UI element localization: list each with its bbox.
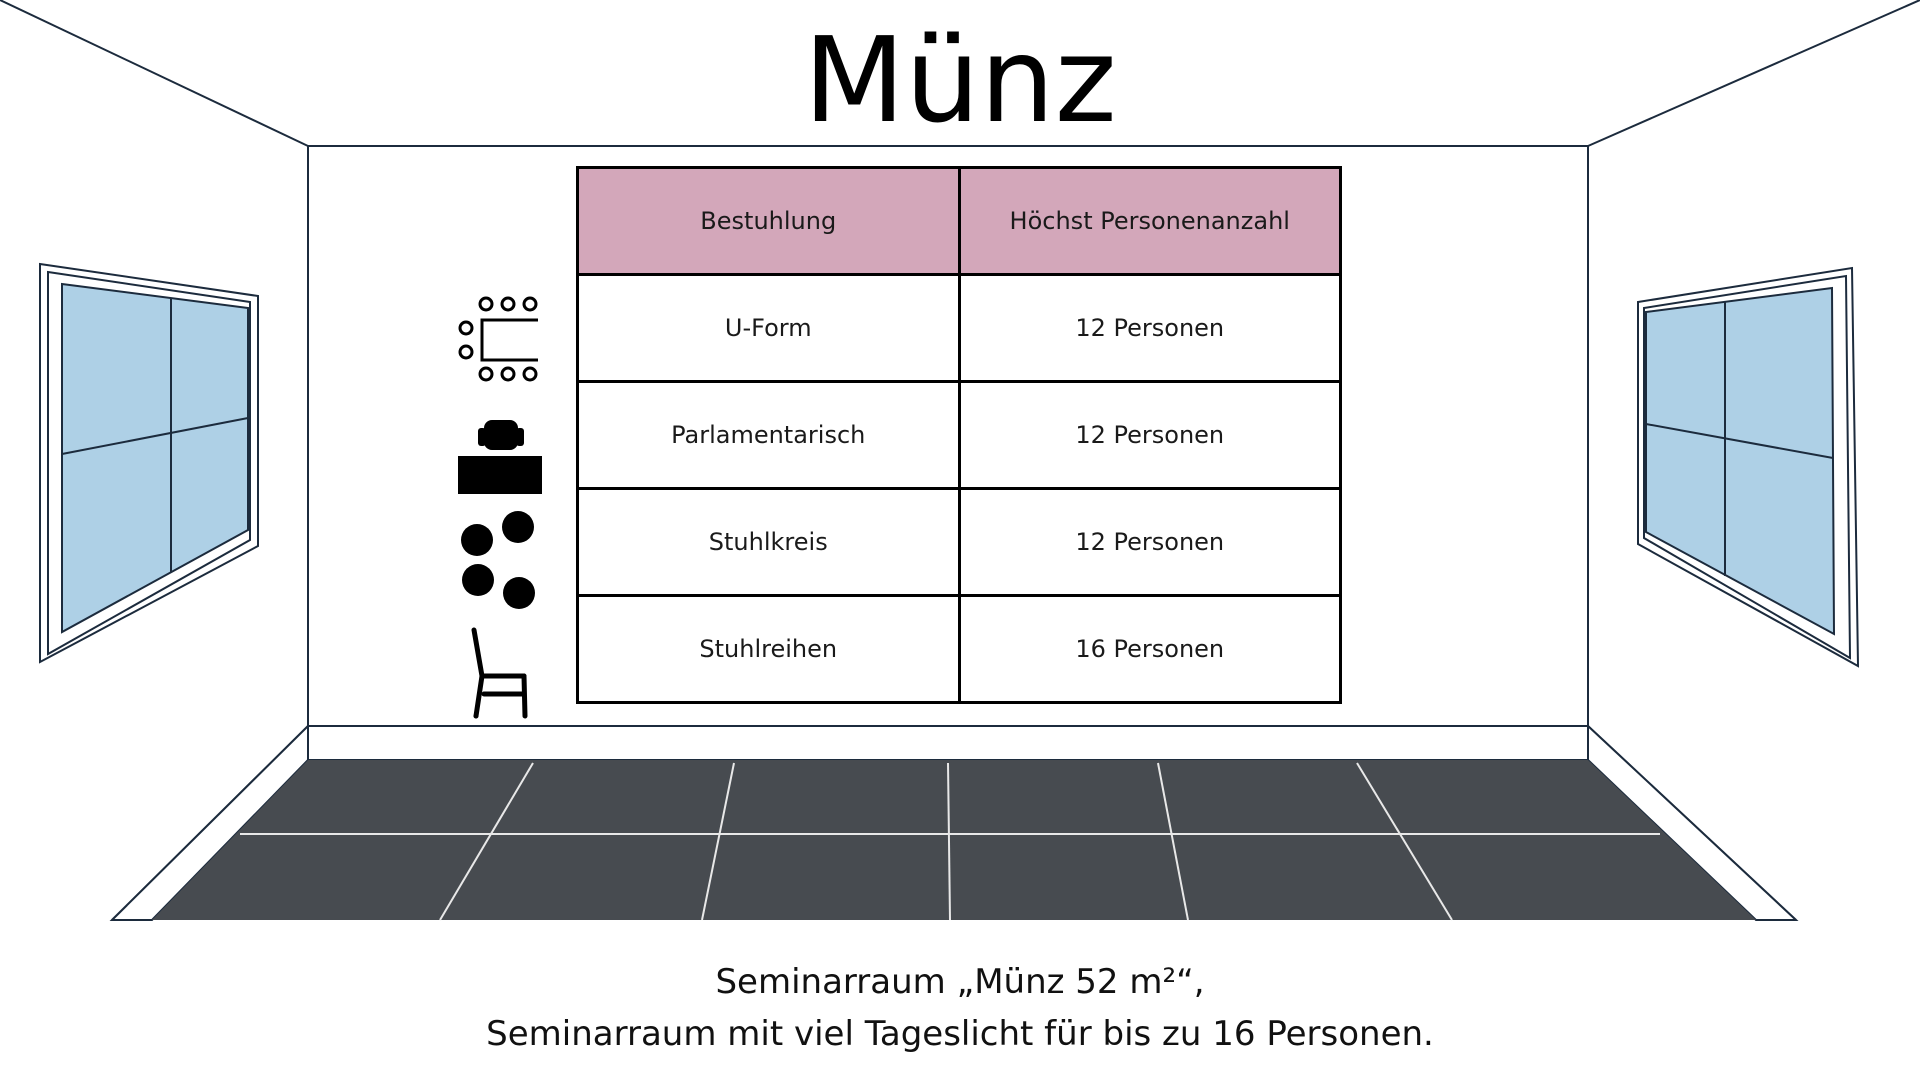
right-window [1638,268,1858,666]
table-row [578,489,1341,596]
setup-cell: Parlamentarisch [578,382,960,489]
setup-cell: Stuhlreihen [578,596,960,703]
parliament-seating-icon [458,420,542,494]
table-row [578,382,1341,489]
floor [152,760,1756,920]
table-header-row [578,168,1341,275]
column-header-setup: Bestuhlung [578,168,960,275]
chair-circle-icon [461,511,535,609]
setup-cell: U-Form [578,275,960,382]
capacity-cell: 12 Personen [959,382,1341,489]
setup-cell: Stuhlkreis [578,489,960,596]
u-form-seating-icon [460,298,538,380]
room-title: Münz [803,11,1117,149]
capacity-cell: 12 Personen [959,275,1341,382]
capacity-table [576,166,1342,704]
chair-rows-icon [474,630,525,716]
capacity-cell: 16 Personen [959,596,1341,703]
column-header-capacity: Höchst Personenanzahl [959,168,1341,275]
table-row [578,596,1341,703]
capacity-cell: 12 Personen [959,489,1341,596]
room-caption-line-2: Seminarraum mit viel Tageslicht für bis zu 16 Personen. [486,1014,1434,1054]
room-caption-line-1: Seminarraum „Münz 52 m²“, [715,962,1205,1002]
left-window [40,264,258,662]
table-row [578,275,1341,382]
